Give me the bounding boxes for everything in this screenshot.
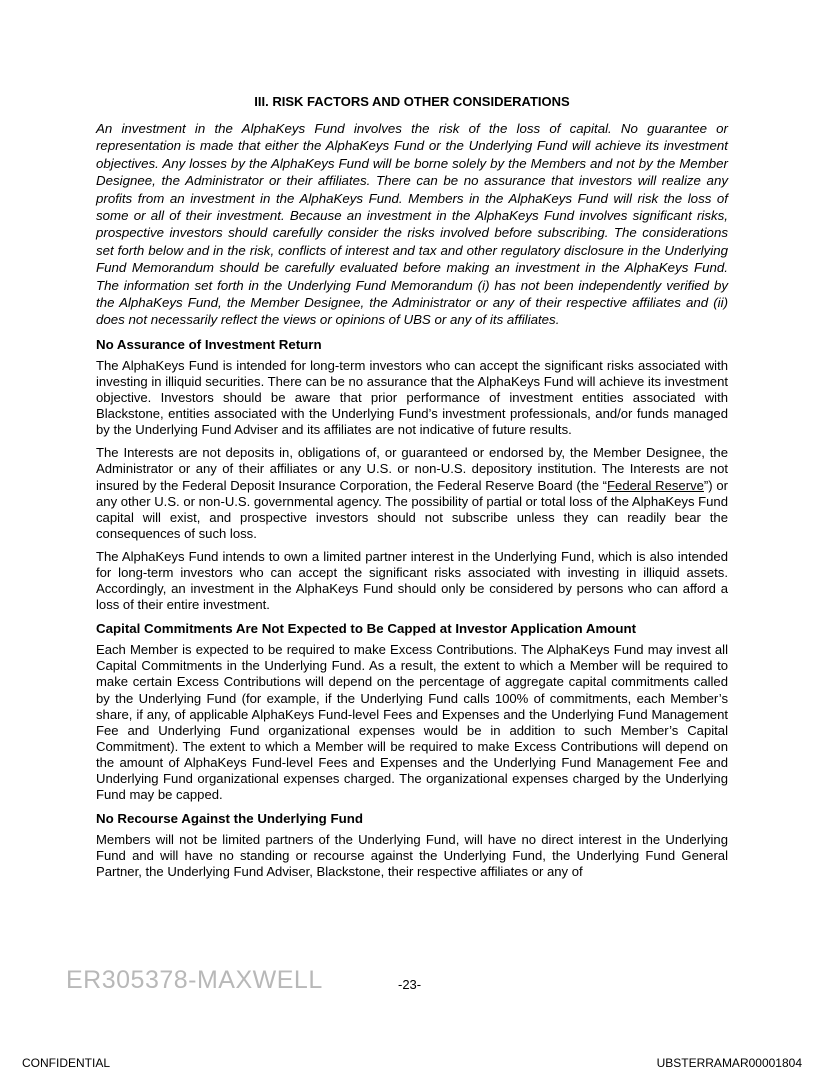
confidential-label: CONFIDENTIAL [22, 1056, 111, 1070]
defined-term-federal-reserve: Federal Reserve [607, 477, 704, 493]
paragraph-text: ”) or any other U.S. or non-U.S. governmental agency. The possibility of partial or total loss of the AlphaKeys Fund capital will exist, and prospective investors should not subscribe unless they can readily bear the consequences of such loss. [96, 477, 728, 541]
heading-no-recourse: No Recourse Against the Underlying Fund [96, 811, 363, 827]
paragraph-text: The Interests are not deposits in, obligations of, or guaranteed or endorsed by, the Member Designee, the Administrator or any of their affiliates or any U.S. or non-U.S. depository institution. The Interests are not insured by the Federal Deposit Insurance Corporation, the Federal Reserve Board (the “ [96, 445, 728, 493]
heading-capital-commitments: Capital Commitments Are Not Expected to Be Capped at Investor Application Amount [96, 621, 637, 637]
page-number: -23- [398, 977, 422, 992]
heading-no-assurance: No Assurance of Investment Return [96, 336, 322, 352]
paragraph: The AlphaKeys Fund intends to own a limited partner interest in the Underlying Fund, which is also intended for long-term investors who can accept the significant risks associated with investing in illiquid assets. Accordingly, an investment in the AlphaKeys Fund should only be considered by persons who can afford a loss of their entire investment. [96, 548, 728, 613]
paragraph: The AlphaKeys Fund is intended for long-term investors who can accept the significant risks associated with investing in illiquid securities. There can be no assurance that the AlphaKeys Fund will achieve its investment objective. Investors should be aware that prior performance of investment entities associated with Blackstone, entities associated with the Underlying Fund’s investment professionals, and/or funds managed by the Underlying Fund Adviser and its affiliates are not indicative of future results. [96, 357, 728, 438]
bates-number: UBSTERRAMAR00001804 [656, 1056, 802, 1070]
paragraph: Each Member is expected to be required to make Excess Contributions. The AlphaKeys Fund may invest all Capital Commitments in the Underlying Fund. As a result, the extent to which a Member will be required to make certain Excess Contributions will depend on the percentage of aggregate capital commitments called by the Underlying Fund (for example, if the Underlying Fund calls 100% of commitments, each Member’s share, if any, of applicable AlphaKeys Fund-level Fees and Expenses and the Underlying Fund Management Fee and Underlying Fund organizational expenses would be in addition to such Member’s Capital Commitment). The extent to which a Member will be required to make Excess Contributions will depend on the amount of AlphaKeys Fund-level Fees and Expenses and the Underlying Fund Management Fee and Underlying Fund organizational expenses charged. The organizational expenses charged by the Underlying Fund may be capped. [96, 642, 728, 803]
section-title: III. RISK FACTORS AND OTHER CONSIDERATIONS [254, 94, 570, 109]
paragraph [96, 445, 728, 542]
exhibit-stamp: ER305378-MAXWELL [66, 966, 323, 994]
document-page [96, 94, 728, 888]
paragraph: Members will not be limited partners of the Underlying Fund, will have no direct interest in the Underlying Fund and will have no standing or recourse against the Underlying Fund, the Underlying Fund General Partner, the Underlying Fund Adviser, Blackstone, their respective affiliates or any of [96, 832, 728, 880]
intro-paragraph: An investment in the AlphaKeys Fund involves the risk of the loss of capital. No guarantee or representation is made that either the AlphaKeys Fund or the Underlying Fund will achieve its investment objectives. Any losses by the AlphaKeys Fund will be borne solely by the Members and not by the Member Designee, the Administrator or their affiliates. There can be no assurance that investors will realize any profits from an investment in the AlphaKeys Fund. Members in the AlphaKeys Fund will risk the loss of some or all of their investment. Because an investment in the AlphaKeys Fund involves significant risks, prospective investors should carefully consider the risks involved before subscribing. The considerations set forth below and in the risk, conflicts of interest and tax and other regulatory disclosure in the Underlying Fund Memorandum should be carefully evaluated before making an investment in the AlphaKeys Fund. The information set forth in the Underlying Fund Memorandum (i) has not been independently verified by the AlphaKeys Fund, the Member Designee, the Administrator or any of their respective affiliates and (ii) does not necessarily reflect the views or opinions of UBS or any of its affiliates. [96, 121, 728, 328]
